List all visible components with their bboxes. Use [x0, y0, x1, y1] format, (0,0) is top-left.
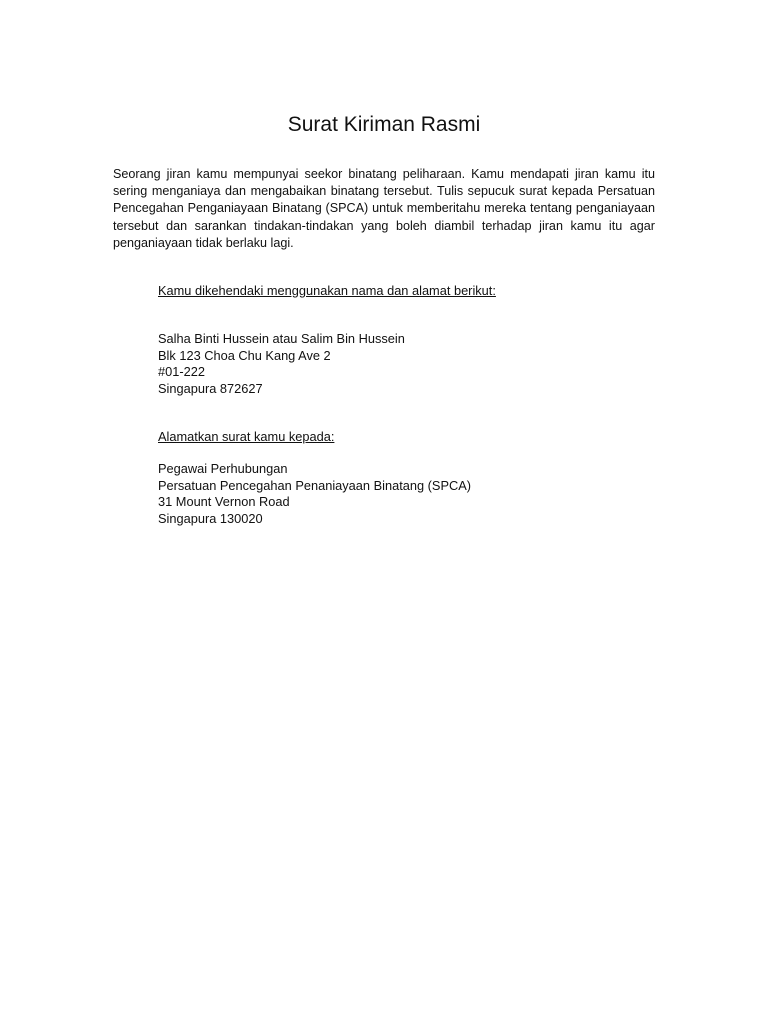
sender-name: Salha Binti Hussein atau Salim Bin Hussein — [158, 331, 405, 346]
sender-instruction-text: Kamu dikehendaki menggunakan nama dan alamat berikut: — [158, 283, 496, 298]
sender-city-postcode: Singapura 872627 — [158, 380, 263, 396]
recipient-street: 31 Mount Vernon Road — [158, 494, 290, 510]
sender-street: Blk 123 Choa Chu Kang Ave 2 — [158, 347, 331, 363]
sender-address-block — [158, 331, 638, 397]
sender-instruction — [158, 283, 638, 300]
recipient-position: Pegawai Perhubungan — [158, 461, 288, 476]
document-title: Surat Kiriman Rasmi — [287, 113, 481, 136]
recipient-instruction — [158, 429, 638, 446]
recipient-address-block — [158, 461, 638, 527]
sender-unit: #01-222 — [158, 364, 205, 380]
recipient-organisation: Persatuan Pencegahan Penaniayaan Binatang (SPCA) — [158, 477, 472, 493]
recipient-city-postcode: Singapura 130020 — [158, 510, 263, 526]
question-paragraph: Seorang jiran kamu mempunyai seekor binatang peliharaan. Kamu mendapati jiran kamu itu sering menganiaya dan mengabaikan binatang tersebut. Tulis sepucuk surat kepada Persatuan Pencegahan Penganiayaan Binatang (SPCA) untuk memberitahu mereka tentang penganiayaan tersebut dan sarankan tindakan-tindakan yang boleh diambil terhadap jiran kamu itu agar penganiayaan tidak berlaku lagi. — [113, 167, 655, 250]
recipient-instruction-text: Alamatkan surat kamu kepada: — [158, 429, 335, 444]
